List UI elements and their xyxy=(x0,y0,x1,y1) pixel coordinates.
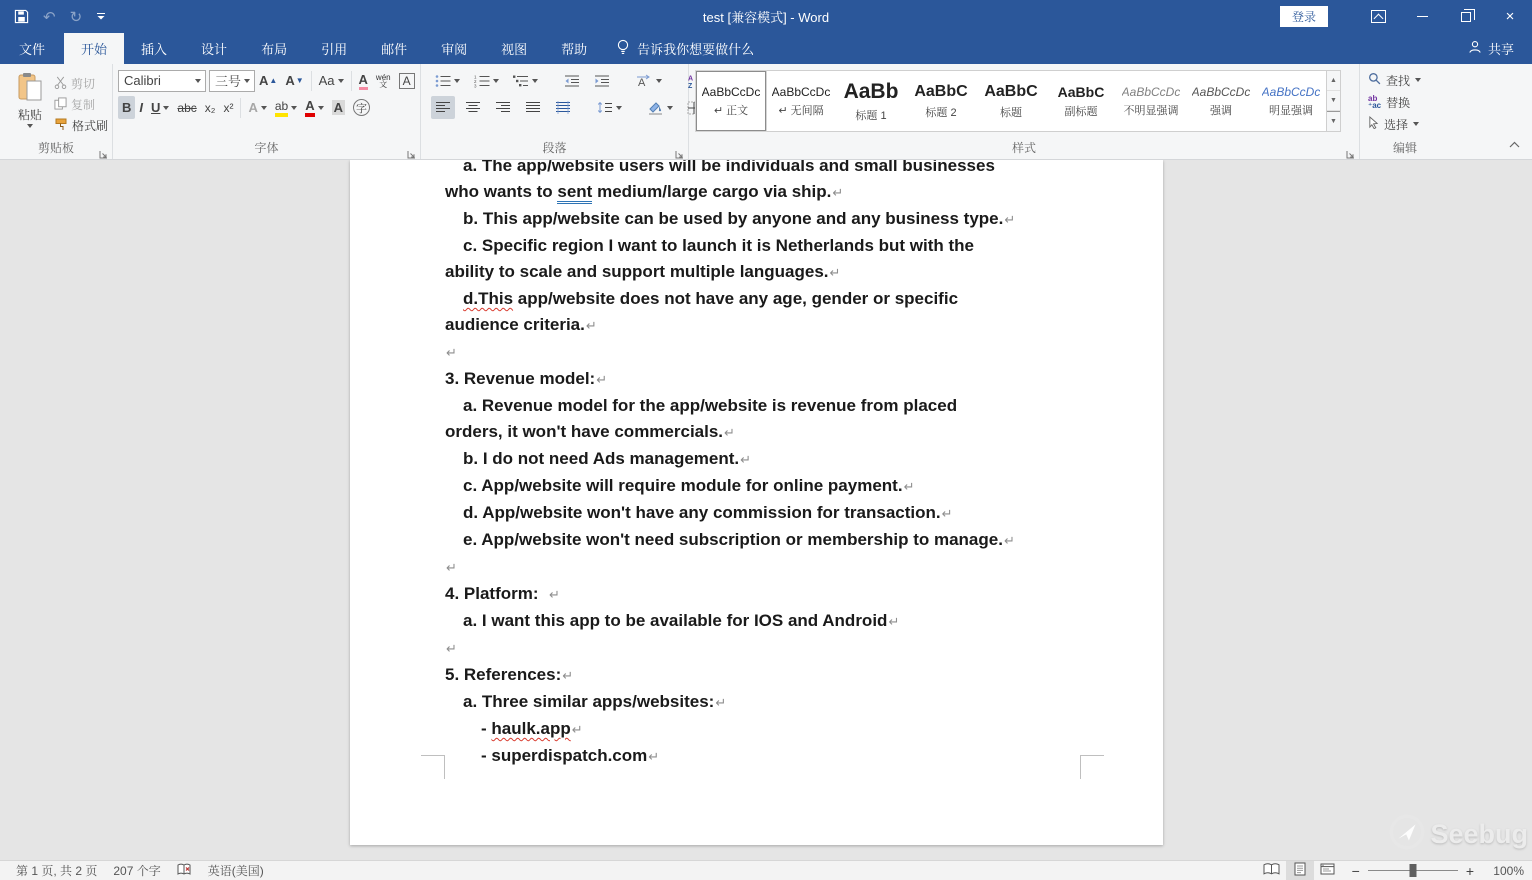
style-preview: AaBbCcDc xyxy=(771,84,831,99)
doc-line[interactable] xyxy=(445,419,1085,446)
doc-text-run: e. App/website won't need subscription or membership to manage. xyxy=(463,530,1003,549)
ribbon-tab-bar xyxy=(0,33,1532,64)
doc-text-run: 4. Platform: xyxy=(445,584,548,603)
font-group xyxy=(113,64,421,159)
share-label: 共享 xyxy=(1487,42,1514,57)
clipboard-group xyxy=(0,64,113,159)
style-item-标题2[interactable] xyxy=(906,71,976,131)
style-name: 副标题 xyxy=(1064,105,1098,118)
dropdown-arrow-icon xyxy=(454,79,460,83)
tab-审阅[interactable]: 审阅 xyxy=(441,42,468,57)
paste-button[interactable]: 粘贴 xyxy=(8,69,52,159)
document-page[interactable] xyxy=(350,160,1163,845)
style-preview: AaBbCcDc xyxy=(1191,84,1251,99)
close-button[interactable] xyxy=(1488,0,1532,33)
svg-text:A: A xyxy=(688,75,694,82)
tab-插入[interactable]: 插入 xyxy=(141,42,168,57)
style-preview: AaBbCcDc xyxy=(701,84,761,99)
dropdown-arrow-icon xyxy=(1413,122,1419,126)
web-layout-button[interactable] xyxy=(1314,861,1342,880)
doc-line[interactable] xyxy=(445,259,1085,286)
paragraph-mark: ↵ xyxy=(832,185,844,200)
align-right-button[interactable] xyxy=(491,96,515,119)
shading-button[interactable] xyxy=(644,96,677,119)
print-layout-icon xyxy=(1294,862,1306,879)
enclose-characters-button[interactable]: 字 xyxy=(349,96,374,119)
doc-line[interactable] xyxy=(445,446,1085,473)
dropdown-arrow-icon xyxy=(27,124,33,128)
style-name: 标题 xyxy=(1000,106,1022,119)
style-name: 标题 1 xyxy=(855,109,887,122)
status-bar xyxy=(0,860,1532,880)
doc-text-run: b. I do not need Ads management. xyxy=(463,449,740,468)
paragraph-mark: ↵ xyxy=(446,560,457,575)
line-spacing-button[interactable] xyxy=(593,96,626,119)
paragraph-mark: ↵ xyxy=(715,695,727,710)
window-title: test [兼容模式] - Word xyxy=(702,10,830,25)
minimize-icon xyxy=(1417,16,1428,17)
doc-text-run: - superdispatch.com xyxy=(481,746,648,765)
doc-text-run: b. This app/website can be used by anyone and any business type. xyxy=(463,209,1004,228)
doc-line[interactable] xyxy=(445,206,1085,233)
dropdown-arrow-icon xyxy=(244,79,250,83)
undo-icon[interactable]: ↶ xyxy=(43,8,56,26)
multilevel-list-button[interactable] xyxy=(509,69,542,92)
style-preview: AaBbC xyxy=(984,82,1038,100)
zoom-in-button[interactable]: + xyxy=(1465,862,1474,879)
doc-line[interactable] xyxy=(445,393,1085,419)
tell-me-label: 告诉我你想要做什么 xyxy=(637,42,755,57)
align-left-button[interactable] xyxy=(431,96,455,119)
style-item-不明显强调[interactable] xyxy=(1116,71,1186,131)
tab-开始[interactable]: 开始 xyxy=(64,33,124,64)
style-item-副标题[interactable] xyxy=(1046,71,1116,131)
font-dialog-launcher-icon[interactable] xyxy=(407,146,417,156)
style-item-明显强调[interactable] xyxy=(1256,71,1326,131)
close-icon: × xyxy=(1505,8,1515,25)
doc-line[interactable] xyxy=(445,339,1085,366)
proofing-errors-button[interactable] xyxy=(169,861,200,880)
subscript-button[interactable]: x₂ xyxy=(204,100,216,115)
editing-group xyxy=(1360,64,1450,159)
character-shading-button[interactable]: A xyxy=(333,100,343,115)
ribbon-display-options-button[interactable] xyxy=(1356,0,1400,33)
doc-text-spell: haulk.app xyxy=(491,719,571,738)
font-name-combobox[interactable]: Calibri xyxy=(118,70,206,92)
svg-text:Z: Z xyxy=(688,82,693,88)
tab-引用[interactable]: 引用 xyxy=(321,42,348,57)
sign-in-button[interactable]: 登录 xyxy=(1280,6,1328,27)
dropdown-arrow-icon xyxy=(616,106,622,110)
superscript-button[interactable]: x² xyxy=(223,100,234,115)
doc-line[interactable] xyxy=(445,160,1085,179)
strikethrough-button[interactable]: abc xyxy=(177,100,197,115)
select-button[interactable]: 选择 xyxy=(1368,113,1450,135)
doc-text-run: orders, it won't have commercials. xyxy=(445,422,724,441)
doc-text-run: - xyxy=(481,719,492,738)
style-name: ↵ 正文 xyxy=(713,104,749,117)
paragraph-mark: ↵ xyxy=(446,641,457,656)
doc-line[interactable] xyxy=(445,366,1085,393)
paragraph-mark: ↵ xyxy=(548,587,560,602)
share-person-icon xyxy=(1468,40,1482,57)
style-item-强调[interactable] xyxy=(1186,71,1256,131)
bullets-button[interactable] xyxy=(431,69,464,92)
doc-line[interactable] xyxy=(445,500,1085,527)
style-preview: AaBbC xyxy=(914,82,968,100)
doc-line[interactable] xyxy=(445,233,1085,259)
paragraph-mark: ↵ xyxy=(829,265,841,280)
find-icon xyxy=(1368,72,1381,88)
style-preview: AaBbC xyxy=(1057,83,1105,100)
styles-gallery xyxy=(695,70,1327,132)
doc-text-run: app/website does not have any age, gender or specific xyxy=(513,289,959,308)
tab-布局[interactable]: 布局 xyxy=(261,42,288,57)
doc-line[interactable] xyxy=(445,312,1085,339)
style-name: 强调 xyxy=(1210,104,1232,117)
gallery-scroll-down-icon[interactable]: ▼ xyxy=(1327,91,1340,111)
doc-line[interactable] xyxy=(445,689,1085,716)
doc-text-run: a. Revenue model for the app/website is revenue from placed xyxy=(463,396,958,415)
paragraph-mark: ↵ xyxy=(740,452,752,467)
paragraph-mark: ↵ xyxy=(903,479,915,494)
web-layout-icon xyxy=(1320,863,1335,878)
doc-text-run: c. App/website will require module for online payment. xyxy=(463,476,903,495)
font-size-combobox[interactable]: 三号 xyxy=(209,70,255,92)
quick-access-toolbar xyxy=(0,8,106,26)
style-preview: AaBbCcDc xyxy=(1121,84,1181,99)
zoom-slider-thumb[interactable] xyxy=(1409,864,1416,877)
justify-button[interactable] xyxy=(521,96,545,119)
doc-line[interactable] xyxy=(445,179,1085,206)
paragraph-group-label: 段落 xyxy=(542,141,567,155)
paragraph-dialog-launcher-icon[interactable] xyxy=(675,146,685,156)
proofing-error-icon xyxy=(177,863,192,879)
document-area xyxy=(0,160,1532,860)
cut-icon xyxy=(54,76,67,92)
style-item-标题[interactable] xyxy=(976,71,1046,131)
zoom-slider[interactable] xyxy=(1368,870,1458,871)
shrink-font-button[interactable]: A ▼ xyxy=(285,73,304,88)
watermark xyxy=(1388,813,1528,856)
doc-line[interactable] xyxy=(445,743,1085,770)
zoom-control xyxy=(1352,863,1474,879)
doc-line[interactable] xyxy=(445,527,1085,554)
replace-icon: ab ⁺ac xyxy=(1368,94,1382,110)
redo-icon[interactable]: ↻ xyxy=(69,8,83,26)
select-icon xyxy=(1368,116,1379,132)
style-item-正文[interactable] xyxy=(696,71,766,131)
dropdown-arrow-icon xyxy=(493,79,499,83)
svg-text:A: A xyxy=(638,76,646,88)
restore-button[interactable] xyxy=(1444,0,1488,33)
word-count-indicator[interactable]: 207 个字 xyxy=(113,864,161,878)
doc-line[interactable] xyxy=(445,473,1085,500)
dropdown-arrow-icon xyxy=(338,79,344,83)
doc-line[interactable] xyxy=(445,662,1085,689)
dropdown-arrow-icon xyxy=(195,79,201,83)
grow-font-button[interactable]: A ▲ xyxy=(259,73,278,88)
paragraph-mark: ↵ xyxy=(596,372,608,387)
replace-button[interactable]: ab ⁺ac 替换 xyxy=(1368,94,1411,110)
paragraph-group xyxy=(421,64,694,159)
language-indicator[interactable]: 英语(美国) xyxy=(207,864,264,878)
underline-button[interactable]: U xyxy=(147,96,173,119)
doc-text-run: a. Three similar apps/websites: xyxy=(463,692,715,711)
dropdown-arrow-icon xyxy=(1415,78,1421,82)
paragraph-mark: ↵ xyxy=(724,425,735,440)
asian-layout-button[interactable] xyxy=(632,69,666,92)
title-bar xyxy=(0,0,1532,33)
margin-corner-mark-right xyxy=(1080,755,1104,779)
editing-group-label: 编辑 xyxy=(1392,141,1417,155)
cut-button[interactable]: 剪切 xyxy=(54,75,108,92)
style-item-无间隔[interactable] xyxy=(766,71,836,131)
read-mode-icon xyxy=(1263,863,1280,878)
doc-line[interactable] xyxy=(445,608,1085,635)
doc-text-run: a. I want this app to be available for IOS and Android xyxy=(463,611,888,630)
doc-text-run: c. Specific region I want to launch it is Netherlands but with the xyxy=(463,236,975,255)
style-item-标题1[interactable] xyxy=(836,71,906,131)
format-painter-button[interactable]: 格式刷 xyxy=(54,117,108,134)
phonetic-guide-button[interactable]: wén 文 xyxy=(375,72,391,89)
distribute-button[interactable] xyxy=(551,96,575,119)
doc-line[interactable] xyxy=(445,554,1085,581)
paragraph-mark: ↵ xyxy=(888,614,900,629)
dropdown-arrow-icon xyxy=(656,79,662,83)
watermark-logo-icon xyxy=(1388,813,1426,856)
tell-me-box[interactable] xyxy=(604,33,766,64)
clipboard-dialog-launcher-icon[interactable] xyxy=(99,146,109,156)
tab-帮助[interactable]: 帮助 xyxy=(561,42,588,57)
paragraph-mark: ↵ xyxy=(1004,212,1016,227)
collapse-ribbon-icon[interactable] xyxy=(1509,135,1520,153)
dropdown-arrow-icon xyxy=(291,106,297,110)
change-case-button[interactable]: Aa xyxy=(315,69,348,92)
italic-button[interactable]: I xyxy=(139,100,144,115)
copy-button[interactable]: 复制 xyxy=(54,96,108,113)
character-border-button[interactable]: A xyxy=(395,69,419,92)
zoom-level[interactable]: 100% xyxy=(1493,863,1524,878)
ribbon-display-options-icon xyxy=(1371,10,1386,23)
doc-text-run: a. The app/website users will be individuals and small businesses xyxy=(463,160,995,175)
dropdown-arrow-icon xyxy=(163,106,169,110)
lightbulb-icon xyxy=(616,39,630,59)
copy-icon xyxy=(54,97,67,113)
style-name: ↵ 无间隔 xyxy=(778,104,824,117)
doc-line[interactable] xyxy=(445,581,1085,608)
style-preview: AaBb xyxy=(843,79,899,103)
tab-file[interactable]: 文件 xyxy=(0,33,64,64)
styles-group-label: 样式 xyxy=(1011,141,1036,155)
style-preview: AaBbCcDc xyxy=(1261,84,1321,99)
dropdown-arrow-icon xyxy=(261,106,267,110)
paragraph-mark: ↵ xyxy=(648,749,660,764)
align-center-button[interactable] xyxy=(461,96,485,119)
print-layout-button[interactable] xyxy=(1286,861,1314,880)
gallery-scroll-up-icon[interactable]: ▲ xyxy=(1327,71,1340,91)
increase-indent-button[interactable] xyxy=(590,69,614,92)
doc-text-run: ability to scale and support multiple languages. xyxy=(445,262,829,281)
doc-line[interactable] xyxy=(445,635,1085,662)
share-button[interactable] xyxy=(1450,33,1532,64)
svg-text:2: 2 xyxy=(474,78,477,84)
paste-icon xyxy=(17,72,43,105)
restore-icon xyxy=(1461,12,1471,22)
ribbon xyxy=(0,64,1532,160)
save-icon[interactable] xyxy=(14,9,29,24)
doc-text-run: 3. Revenue model: xyxy=(445,369,596,388)
paragraph-mark: ↵ xyxy=(1003,533,1015,548)
paragraph-mark: ↵ xyxy=(585,318,597,333)
bold-button[interactable]: B xyxy=(118,96,135,119)
doc-line[interactable] xyxy=(445,286,1085,312)
numbering-button[interactable] xyxy=(470,69,503,92)
zoom-out-button[interactable]: − xyxy=(1351,862,1360,879)
document-text[interactable] xyxy=(445,160,1085,770)
svg-text:1: 1 xyxy=(474,74,477,79)
paragraph-mark: ↵ xyxy=(941,506,953,521)
paragraph-mark: ↵ xyxy=(562,668,574,683)
doc-text-spell: d.This xyxy=(463,289,514,308)
styles-gallery-scrollbar xyxy=(1327,70,1341,132)
watermark-text: Seebug xyxy=(1430,819,1528,849)
tab-视图[interactable]: 视图 xyxy=(501,42,528,57)
font-group-label: 字体 xyxy=(254,141,279,155)
style-name: 标题 2 xyxy=(925,106,957,119)
doc-text-run: who wants to xyxy=(445,182,558,201)
svg-text:3: 3 xyxy=(474,83,477,88)
style-name: 明显强调 xyxy=(1269,104,1313,117)
page-number-indicator[interactable]: 第 1 页, 共 2 页 xyxy=(16,864,98,878)
tab-邮件[interactable]: 邮件 xyxy=(381,42,408,57)
styles-group xyxy=(689,64,1360,159)
doc-text-run: audience criteria. xyxy=(445,315,585,334)
styles-dialog-launcher-icon[interactable] xyxy=(1346,146,1356,156)
margin-corner-mark-left xyxy=(421,755,445,779)
font-color-button[interactable]: A xyxy=(301,96,327,119)
style-name: 不明显强调 xyxy=(1123,104,1179,117)
gallery-more-icon[interactable]: ▼ xyxy=(1327,111,1340,131)
clear-formatting-button[interactable]: A xyxy=(355,69,372,92)
highlight-color-button[interactable]: ab xyxy=(271,96,301,119)
paragraph-mark: ↵ xyxy=(571,722,583,737)
paragraph-mark: ↵ xyxy=(446,345,457,360)
find-button[interactable]: 查找 xyxy=(1368,69,1450,91)
doc-text-grammar: sent xyxy=(557,182,592,204)
doc-text-run: d. App/website won't have any commission for transaction. xyxy=(463,503,941,522)
read-mode-button[interactable] xyxy=(1258,861,1286,880)
text-effects-button[interactable]: A xyxy=(244,96,270,119)
format-painter-icon xyxy=(54,118,68,134)
decrease-indent-button[interactable] xyxy=(560,69,584,92)
minimize-button[interactable] xyxy=(1400,0,1444,33)
customize-qat-icon[interactable] xyxy=(96,12,106,21)
doc-line[interactable] xyxy=(445,716,1085,743)
doc-text-run: medium/large cargo via ship. xyxy=(592,182,832,201)
doc-text-run: 5. References: xyxy=(445,665,562,684)
clipboard-group-label: 剪贴板 xyxy=(37,141,74,155)
dropdown-arrow-icon xyxy=(667,106,673,110)
tab-设计[interactable]: 设计 xyxy=(201,42,228,57)
dropdown-arrow-icon xyxy=(532,79,538,83)
dropdown-arrow-icon xyxy=(318,106,324,110)
